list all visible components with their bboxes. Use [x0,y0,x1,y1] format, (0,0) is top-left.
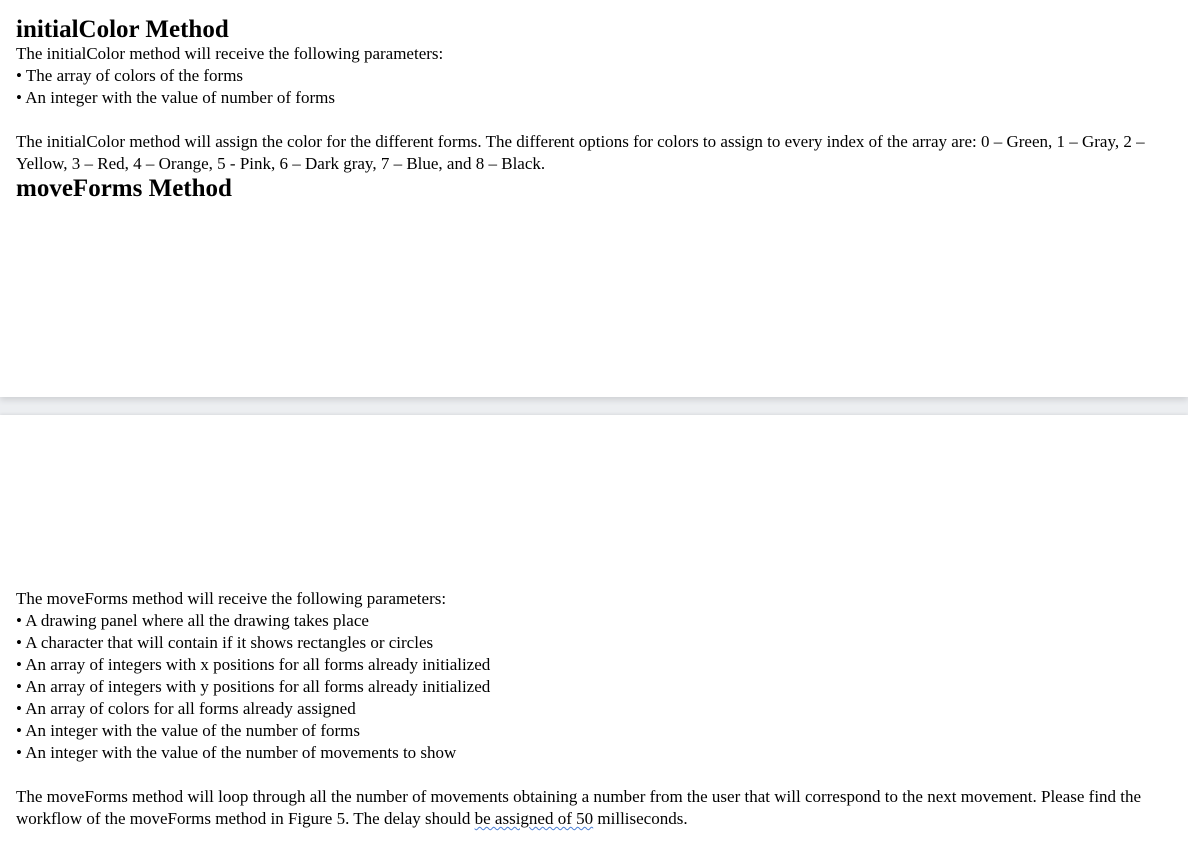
moveforms-bullet: • An array of integers with y positions for all forms already initialized [16,677,491,696]
document-page-2 [0,415,1188,860]
initialcolor-intro: The initialColor method will receive the following parameters: [16,44,444,63]
moveforms-bullet: • An integer with the value of the number of movements to show [16,743,457,762]
moveforms-description-text: The moveForms method will loop through all the number of movements obtaining a number from the user that will correspond to the next movement. Please find the workflow of the moveForms method in Figure 5. The delay should [16,787,1142,828]
document-page-1 [0,0,1188,397]
initialcolor-bullet: • The array of colors of the forms [16,66,244,85]
moveforms-bullet: • An array of colors for all forms already assigned [16,699,356,718]
initialcolor-description: The initialColor method will assign the color for the different forms. The different options for colors to assign to every index of the array are: 0 – Green, 1 – Gray, 2 – Yellow, 3 – Red, 4 – Orange, 5 - Pink, 6 – Dark gray, 7 – Blue, and 8 – Black. [16,132,1145,173]
moveforms-intro: The moveForms method will receive the following parameters: [16,589,447,608]
initialcolor-method-heading: initialColor Method [16,16,229,43]
moveforms-bullet: • A drawing panel where all the drawing takes place [16,611,369,630]
moveforms-description-end: milliseconds. [593,809,688,828]
moveforms-bullet: • An array of integers with x positions for all forms already initialized [16,655,491,674]
moveforms-method-heading: moveForms Method [16,175,232,202]
moveforms-bullet: • An integer with the value of the number of forms [16,721,360,740]
page-break [0,397,1188,415]
moveforms-description [16,786,1172,830]
grammar-flagged-phrase[interactable]: be assigned of 50 [474,809,594,828]
moveforms-bullet: • A character that will contain if it shows rectangles or circles [16,633,434,652]
initialcolor-bullet: • An integer with the value of number of forms [16,88,335,107]
